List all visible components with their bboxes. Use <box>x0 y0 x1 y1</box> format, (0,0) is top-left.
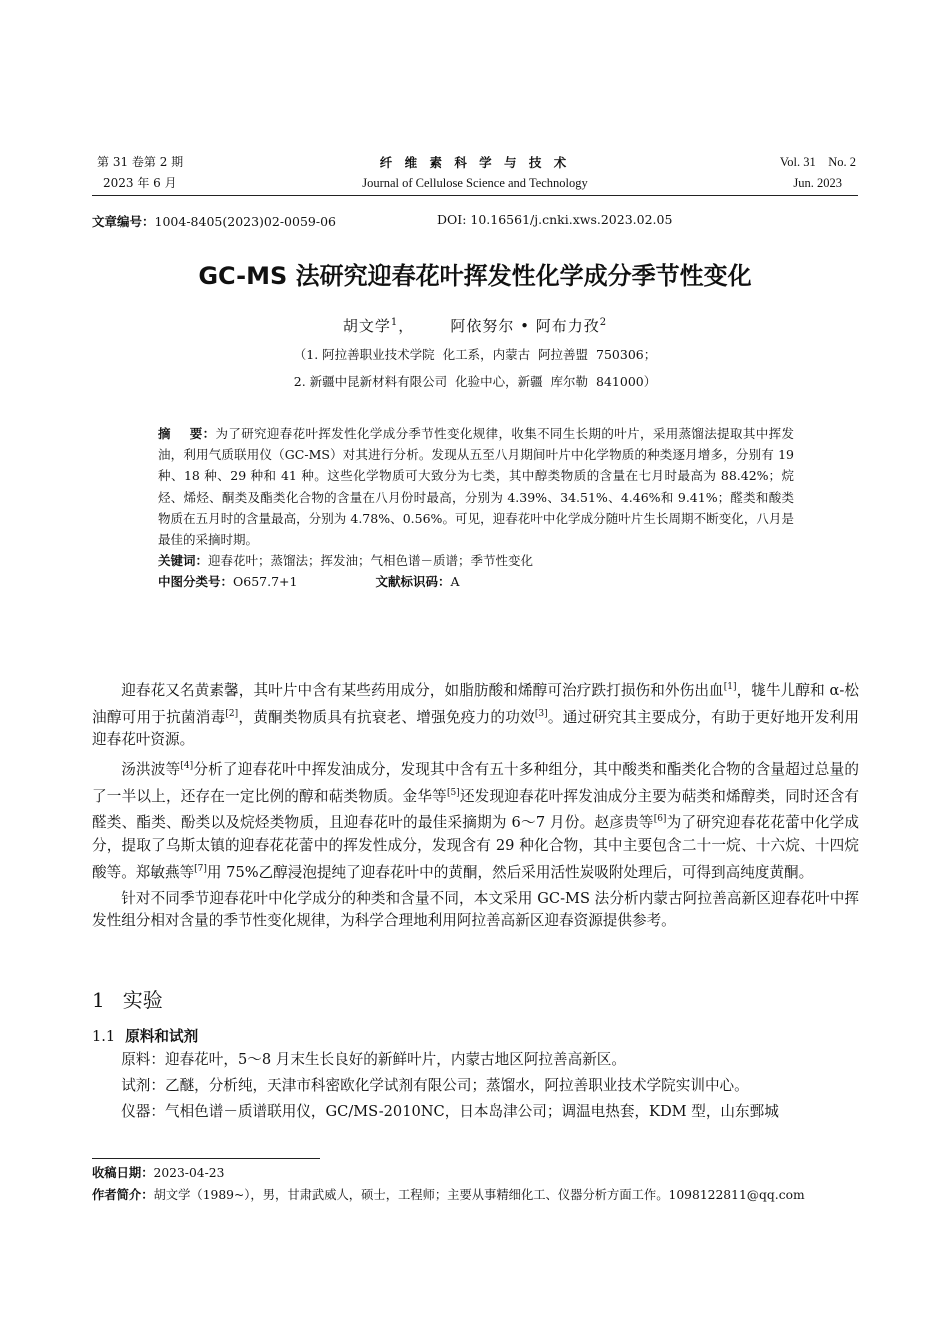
abstract-body <box>158 423 794 550</box>
classification <box>158 571 794 592</box>
journal-name-en: Journal of Cellulose Science and Technology <box>362 176 588 190</box>
keywords-text: 迎春花叶；蒸馏法；挥发油；气相色谱－质谱；季节性变化 <box>208 553 534 569</box>
doc-code-value: A <box>450 574 460 590</box>
affiliation-1: （1. 阿拉善职业技术学院 化工系，内蒙古 阿拉善盟 750306； <box>293 347 657 362</box>
authors <box>0 315 950 336</box>
ref-4[interactable]: [4] <box>180 761 194 772</box>
bio-label: 作者简介： <box>92 1188 154 1202</box>
ref-7[interactable]: [7] <box>194 863 207 874</box>
doi[interactable]: DOI: 10.16561/j.cnki.xws.2023.02.05 <box>437 212 673 227</box>
abstract <box>158 423 794 593</box>
paragraph-2 <box>92 755 859 884</box>
ref-6[interactable]: [6] <box>653 814 667 825</box>
clc-label: 中图分类号： <box>158 574 234 590</box>
received-label: 收稿日期： <box>92 1166 154 1180</box>
ref-2[interactable]: [2] <box>225 708 239 719</box>
author-1: 胡文学 <box>342 317 391 335</box>
header-rule <box>92 195 858 196</box>
subsection-heading <box>92 1025 198 1046</box>
subsection-number: 1.1 <box>92 1028 116 1045</box>
p2-text-d: 为了研究迎春花花蕾中化学成分，提取了乌斯太镇的迎春花花蕾中的挥发性成分，发现含有 29 种化合物，其中主要包含二十一烷、十六烷、十四烷酸等。郑敏燕等 <box>92 814 859 881</box>
header-right <box>780 152 856 194</box>
header-center <box>300 152 650 194</box>
p1-text-b: ，牻牛儿醇和 α-松油醇可用于抗菌消毒 <box>92 681 859 726</box>
section-heading <box>92 984 163 1013</box>
p2-text-a: 汤洪波等 <box>121 760 181 778</box>
affiliation-2: 2. 新疆中昆新材料有限公司 化验中心，新疆 库尔勒 841000） <box>293 374 657 389</box>
materials-instruments: 仪器：气相色谱－质谱联用仪，GC/MS-2010NC，日本岛津公司；调温电热套，KDM 型，山东鄄城 <box>121 1102 779 1120</box>
header-left <box>97 152 183 194</box>
bio-text: 胡文学（1989~），男，甘肃武威人，硕士，工程师；主要从事精细化工、仪器分析方面工作。1098122811@qq.com <box>153 1188 805 1202</box>
received-value: 2023-04-23 <box>153 1166 225 1180</box>
p2-text-e: 用 75%乙醇浸泡提纯了迎春花叶中的黄酮，然后采用活性炭吸附处理后，可得到高纯度黄酮。 <box>206 863 814 881</box>
author-bio <box>92 1185 862 1206</box>
ref-3[interactable]: [3] <box>534 708 548 719</box>
p1-text-d: 。通过研究其主要成分，有助于更好地开发利用迎春花叶资源。 <box>92 708 859 749</box>
ref-5[interactable]: [5] <box>446 787 460 798</box>
volume-en: Vol. 31 No. 2 <box>779 155 856 169</box>
volume-cn: 第 31 卷第 2 期 <box>97 155 184 169</box>
author-2: 阿依努尔 • 阿布力孜 <box>450 317 600 335</box>
date-en: Jun. 2023 <box>793 176 842 190</box>
doc-code-label: 文献标识码： <box>375 574 451 590</box>
paper-title: GC-MS 法研究迎春花叶挥发性化学成分季节性变化 <box>198 262 752 290</box>
p1-text-a: 迎春花又名黄素馨，其叶片中含有某些药用成分，如脂肪酸和烯醇可治疗跌打损伤和外伤出血 <box>121 681 724 699</box>
author-separator: ， <box>398 317 415 335</box>
article-number-value: 1004-8405(2023)02-0059-06 <box>154 214 336 229</box>
keywords-label: 关键词： <box>158 553 209 569</box>
ref-1[interactable]: [1] <box>723 682 737 692</box>
paragraph-3: 针对不同季节迎春花叶中化学成分的种类和含量不同，本文采用 GC-MS 法分析内蒙古阿拉善高新区迎春花叶中挥发性组分相对含量的季节性变化规律，为科学合理地利用阿拉善高新区迎春资源提供参考。 <box>92 889 859 930</box>
keywords <box>158 550 794 571</box>
article-number-label: 文章编号： <box>92 214 155 229</box>
materials-raw: 原料：迎春花叶，5～8 月末生长良好的新鲜叶片，内蒙古地区阿拉善高新区。 <box>121 1051 626 1068</box>
received-date <box>92 1163 862 1184</box>
abstract-label: 摘 要： <box>158 426 216 441</box>
p2-text-b: 分析了迎春花叶中挥发油成分，发现其中含有五十多种组分，其中酸类和酯类化合物的含量超过总量的了一半以上，还存在一定比例的醇和萜类物质。金华等 <box>92 760 859 805</box>
materials-reagents: 试剂：乙醚，分析纯，天津市科密欧化学试剂有限公司；蒸馏水，阿拉善职业技术学院实训中心。 <box>121 1076 749 1094</box>
abstract-text: 为了研究迎春花叶挥发性化学成分季节性变化规律，收集不同生长期的叶片，采用蒸馏法提取其中挥发油，利用气质联用仪（GC-MS）对其进行分析。发现从五至八月期间叶片中化学物质的种类逐月增多，分别有 19 种、18 种、29 种和 41 种。这些化学物质可大致分为七类，其中醇类物质的含量在七月时最高为 88.42%；烷烃、烯烃、酮类及酯类化合物的含量在八月份时最高，分别为 4.39%、34.51%、4.46%和 9.41%；醛类和酸类物质在五月时的含量最高，分别为 4.78%、0.56%。可见，迎春花叶中化学成分随叶片生长周期不断变化，八月是最佳的采摘时期。 <box>158 426 794 548</box>
journal-name-cn: 纤 维 素 科 学 与 技 术 <box>379 155 571 170</box>
section-number: 1 <box>92 988 105 1012</box>
introduction <box>92 676 859 933</box>
date-cn: 2023 年 6 月 <box>103 176 177 190</box>
author-1-affiliation: 1 <box>390 317 399 328</box>
author-2-affiliation: 2 <box>599 317 608 328</box>
p1-text-c: ，黄酮类物质具有抗衰老、增强免疫力的功效 <box>238 708 535 726</box>
materials <box>92 1049 859 1123</box>
clc-value: O657.7+1 <box>233 574 298 590</box>
p2-text-c: 还发现迎春花叶挥发油成分主要为萜类和烯醇类，同时还含有醛类、酯类、酚类以及烷烃类物质，且迎春花叶的最佳采摘期为 6～7 月份。赵彦贵等 <box>92 787 859 832</box>
footnote-rule <box>92 1158 320 1159</box>
subsection-title: 原料和试剂 <box>125 1028 199 1045</box>
article-number <box>92 212 336 230</box>
paragraph-1 <box>92 676 859 752</box>
section-title: 实验 <box>122 988 163 1012</box>
